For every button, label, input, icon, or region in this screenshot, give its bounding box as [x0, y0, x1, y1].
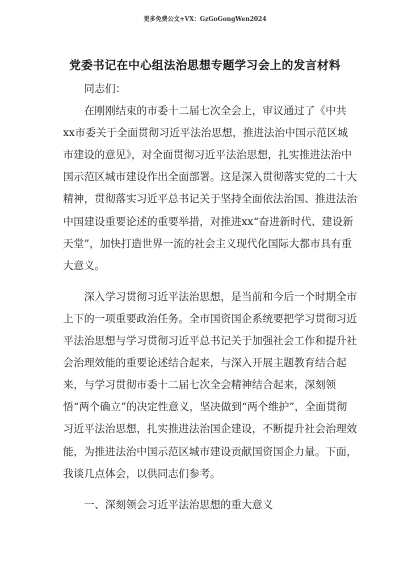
document-title: 党委书记在中心组法治思想专题学习会上的发言材料: [69, 58, 341, 72]
section-heading: 一、深刻领会习近平法治思想的重大意义: [84, 498, 273, 511]
watermark-header: 更多免费公文+VX：GzGoGongWen2024: [143, 16, 267, 23]
document-body: [63, 78, 357, 516]
paragraph-2: 深入学习贯彻习近平法治思想，是当前和今后一个时期全市上下的一项重要政治任务。全市国资国企系统要把学习贯彻习近平法治思想与学习贯彻习近平总书记关于加强社会工作和提升社会治理效能的重要论述结合起来，与深入开展主题教育结合起来，与学习贯彻市委十二届七次全会精神结合起来，深刻领悟“两个确立”的决定性意义，坚决做到“两个维护”，全面贯彻习近平法治思想，扎实推进法治国企建设，不断提升社会治理效能，为推进法治中国示范区城市建设贡献国资国企力量。下面，我谈几点体会，以供同志们参考。: [63, 290, 357, 480]
salutation: 同志们：: [84, 83, 126, 95]
paragraph-1: 在刚刚结束的市委十二届七次全会上，审议通过了《中共xx市委关于全面贯彻习近平法治思想，推进法治中国示范区城市建设的意见》，对全面贯彻习近平法治思想，扎实推进法治中国示范区城市建设作出全面部署。这是深入贯彻落实党的二十大精神，贯彻落实习近平总书记关于坚持全面依法治国、推进法治中国建设重要论述的重要举措，对推进xx“奋进新时代、建设新天堂”，加快打造世界一流的社会主义现代化国际大都市具有重大意义。: [63, 105, 357, 272]
